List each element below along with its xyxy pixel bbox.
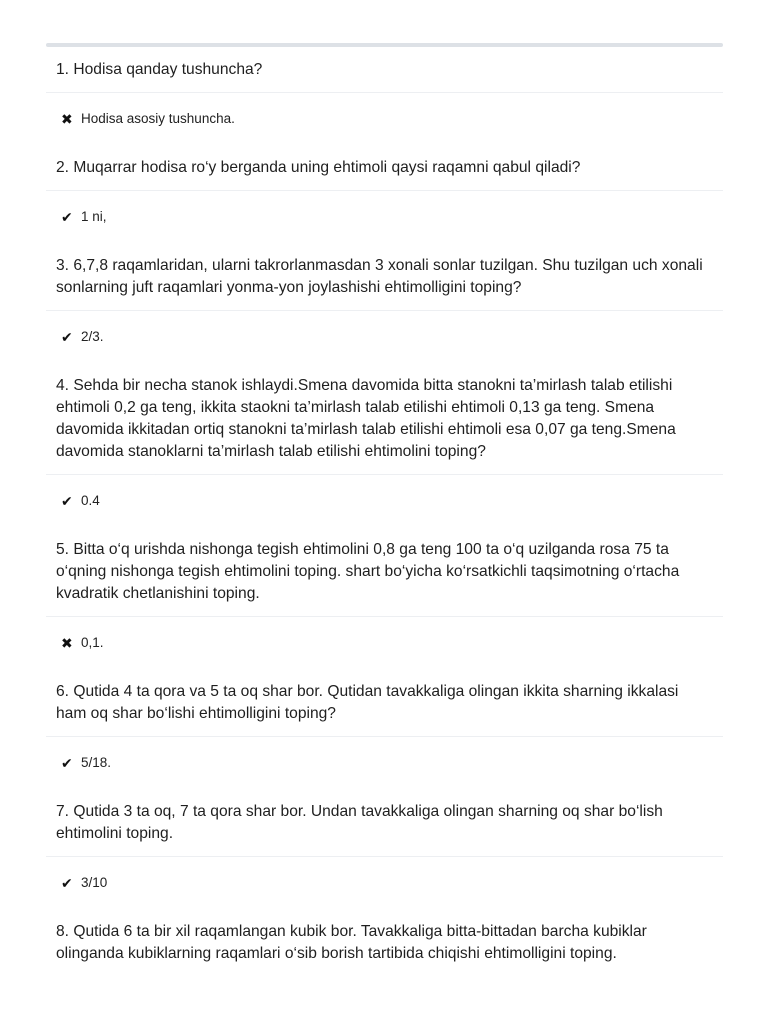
question-text: 4. Sehda bir necha stanok ishlaydi.Smena davomida bitta stanokni ta’mirlash talab etilishi ehtimoli 0,2 ga teng, ikkita staokni ta’mirlash talab etilishi ehtimoli 0,13 ga teng. Smena davomida ikkitadan ortiq stanokni ta’mirlash talab etilishi ehtimoli esa 0,07 ga teng.Smena davomida stanoklarni ta’mirlash talab etilishi ehtimolini toping? <box>46 363 723 475</box>
answer-text: 2/3. <box>81 329 104 344</box>
question-block <box>46 909 723 976</box>
answer-text: 0.4 <box>81 493 100 508</box>
answer-row <box>46 475 723 527</box>
check-icon: ✔ <box>61 875 73 891</box>
question-block <box>46 47 723 145</box>
answer-text: 0,1. <box>81 635 104 650</box>
answer-row <box>46 93 723 145</box>
answer-row <box>46 737 723 789</box>
cross-icon: ✖ <box>61 635 73 651</box>
check-icon: ✔ <box>61 329 73 345</box>
quiz-results <box>46 43 723 976</box>
question-text: 8. Qutida 6 ta bir xil raqamlangan kubik bor. Tavakkaliga bitta-bittadan barcha kubiklar olinganda kubiklarning raqamlari o‘sib borish tartibida chiqishi ehtimolligini toping. <box>56 923 647 962</box>
answer-text: 1 ni, <box>81 209 107 224</box>
question-text: 2. Muqarrar hodisa ro‘y berganda uning ehtimoli qaysi raqamni qabul qiladi? <box>46 145 723 191</box>
question-block <box>46 789 723 909</box>
check-icon: ✔ <box>61 493 73 509</box>
cross-icon: ✖ <box>61 111 73 127</box>
answer-row <box>46 617 723 669</box>
question-text: 7. Qutida 3 ta oq, 7 ta qora shar bor. Undan tavakkaliga olingan sharning oq shar bo‘lish ehtimolini toping. <box>46 789 723 857</box>
question-block <box>46 669 723 789</box>
answer-text: 3/10 <box>81 875 108 890</box>
question-block <box>46 527 723 669</box>
check-icon: ✔ <box>61 755 73 771</box>
question-text: 6. Qutida 4 ta qora va 5 ta oq shar bor. Qutidan tavakkaliga olingan ikkita sharning ikkalasi ham oq shar bo‘lishi ehtimolligini toping? <box>46 669 723 737</box>
answer-row <box>46 311 723 363</box>
check-icon: ✔ <box>61 209 73 225</box>
answer-row <box>46 857 723 909</box>
answer-text: 5/18. <box>81 755 112 770</box>
question-block <box>46 145 723 243</box>
question-text: 5. Bitta o‘q urishda nishonga tegish ehtimolini 0,8 ga teng 100 ta o‘q uzilganda rosa 75 ta o‘qning nishonga tegish ehtimolini toping. shart bo‘yicha ko‘rsatkichli taqsimotning o‘rtacha kvadratik chetlanishini toping. <box>46 527 723 617</box>
question-text: 3. 6,7,8 raqamlaridan, ularni takrorlanmasdan 3 xonali sonlar tuzilgan. Shu tuzilgan uch xonali sonlarning juft raqamlari yonma-yon joylashishi ehtimolligini toping? <box>46 243 723 311</box>
answer-text: Hodisa asosiy tushuncha. <box>81 111 235 126</box>
question-block <box>46 363 723 527</box>
answer-row <box>46 191 723 243</box>
question-text: 1. Hodisa qanday tushuncha? <box>46 47 723 93</box>
question-block <box>46 243 723 363</box>
